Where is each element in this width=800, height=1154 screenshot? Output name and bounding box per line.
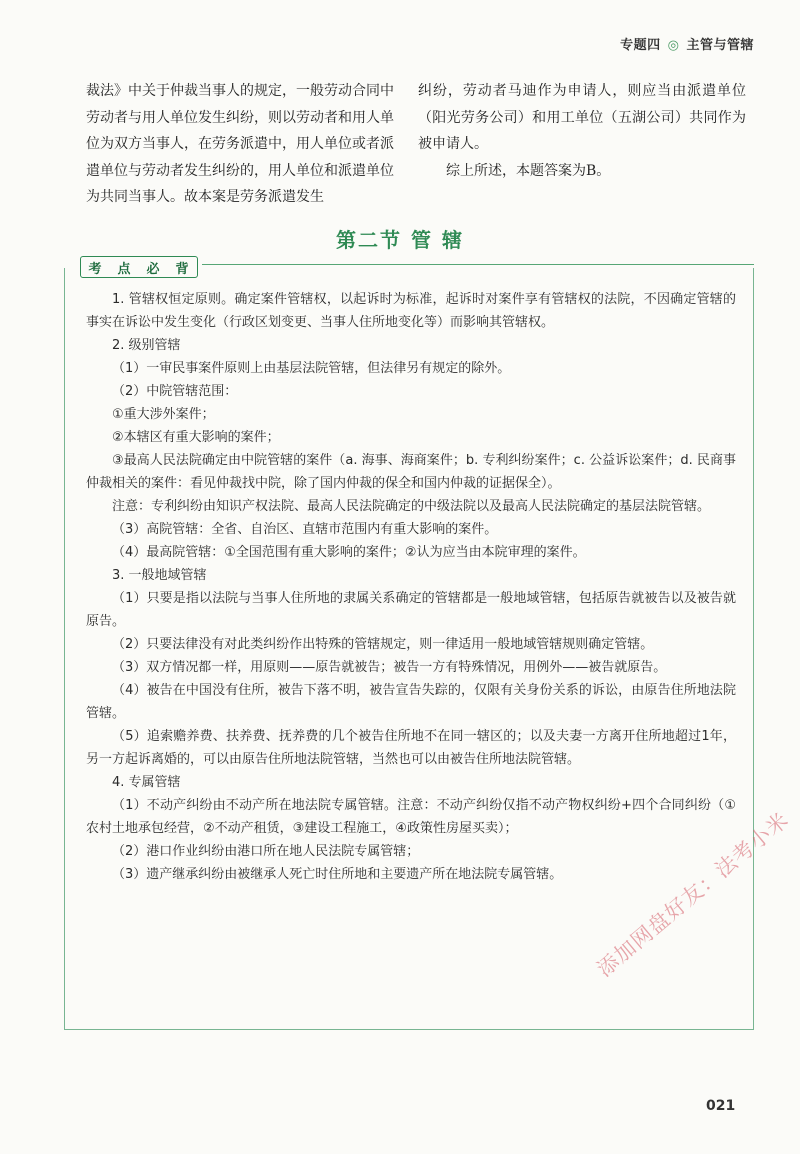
key-point-paragraph: ③最高人民法院确定由中院管辖的案件（a. 海事、海商案件；b. 专利纠纷案件；c. 公益诉讼案件；d. 民商事仲裁相关的案件：看见仲裁找中院，除了国内仲裁的保全和国内仲裁的证据保全）。	[86, 453, 736, 491]
key-point-paragraph: （1）不动产纠纷由不动产所在地法院专属管辖。注意：不动产纠纷仅指不动产物权纠纷+四个合同纠纷（①农村土地承包经营，②不动产租赁，③建设工程施工，④政策性房屋买卖）；	[86, 798, 736, 836]
key-point-paragraph: （1）只要是指以法院与当事人住所地的隶属关系确定的管辖都是一般地域管辖，包括原告就被告以及被告就原告。	[86, 591, 736, 629]
section-title: 第二节 管 辖	[336, 228, 464, 252]
running-header	[620, 34, 754, 53]
key-point-paragraph: （2）港口作业纠纷由港口所在地人民法院专属管辖；	[112, 844, 420, 859]
chapter-label: 专题四	[620, 38, 661, 53]
key-point-paragraph: （4）被告在中国没有住所，被告下落不明，被告宣告失踪的，仅限有关身份关系的诉讼，由原告住所地法院管辖。	[86, 683, 736, 721]
key-point-note: 注意：专利纠纷由知识产权法院、最高人民法院确定的中级法院以及最高人民法院确定的基层法院管辖。	[112, 499, 711, 514]
topic-label: 主管与管辖	[686, 38, 754, 53]
tag-char: 点	[117, 261, 132, 277]
intro-columns	[86, 78, 746, 205]
key-point-paragraph: （3）遗产继承纠纷由被继承人死亡时住所地和主要遗产所在地法院专属管辖。	[112, 867, 563, 882]
key-point-paragraph: （3）高院管辖：全省、自治区、直辖市范围内有重大影响的案件。	[112, 522, 498, 537]
intro-right-text: 纠纷，劳动者马迪作为申请人，则应当由派遣单位（阳光劳务公司）和用工单位（五湖公司）共同作为被申请人。	[418, 83, 746, 152]
page-number: 021	[706, 1098, 736, 1114]
key-points-tag	[80, 256, 198, 278]
box-top-rule	[202, 264, 754, 265]
key-point-paragraph: （2）只要法律没有对此类纠纷作出特殊的管辖规定，则一律适用一般地域管辖规则确定管辖。	[112, 637, 654, 652]
intro-right-column	[418, 78, 746, 184]
header-separator-icon: ◎	[667, 38, 680, 53]
key-point-paragraph: 1. 管辖权恒定原则。确定案件管辖权，以起诉时为标准，起诉时对案件享有管辖权的法院，不因确定管辖的事实在诉讼中发生变化（行政区划变更、当事人住所地变化等）而影响其管辖权。	[86, 292, 736, 330]
key-point-paragraph: （5）追索赡养费、扶养费、抚养费的几个被告住所地不在同一辖区的；以及夫妻一方离开住所地超过1年，另一方起诉离婚的，可以由原告住所地法院管辖，当然也可以由被告住所地法院管辖。	[86, 729, 736, 767]
key-point-heading: 2. 级别管辖	[112, 338, 181, 353]
intro-conclusion: 综上所述，本题答案为B。	[446, 162, 611, 179]
watermark: 添加网盘好友：法考小米	[592, 807, 794, 982]
key-point-paragraph: （1）一审民事案件原则上由基层法院管辖，但法律另有规定的除外。	[112, 361, 511, 376]
key-point-paragraph: ②本辖区有重大影响的案件；	[112, 430, 280, 445]
key-point-paragraph: ①重大涉外案件；	[112, 407, 215, 422]
key-point-heading: 4. 专属管辖	[112, 775, 181, 790]
tag-char: 考	[88, 261, 103, 277]
intro-left-text: 裁法》中关于仲裁当事人的规定，一般劳动合同中劳动者与用人单位发生纠纷，则以劳动者和用人单位为双方当事人，在劳务派遣中，用人单位或者派遣单位与劳动者发生纠纷的，用人单位和派遣单位为共同当事人。故本案是劳务派遣发生	[86, 83, 394, 205]
tag-char: 背	[175, 261, 190, 277]
key-points-content	[86, 288, 736, 886]
tag-char: 必	[146, 261, 161, 277]
key-point-paragraph: （2）中院管辖范围：	[112, 384, 238, 399]
intro-left-column	[86, 78, 394, 211]
key-point-heading: 3. 一般地域管辖	[112, 568, 207, 583]
key-point-paragraph: （4）最高院管辖：①全国范围有重大影响的案件；②认为应当由本院审理的案件。	[112, 545, 586, 560]
key-point-paragraph: （3）双方情况都一样，用原则——原告就被告；被告一方有特殊情况，用例外——被告就原告。	[112, 660, 667, 675]
